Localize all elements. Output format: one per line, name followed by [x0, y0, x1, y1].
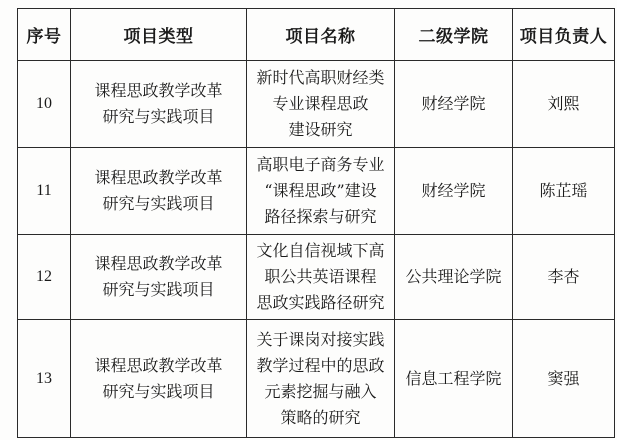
- table-row: [18, 235, 615, 320]
- project-table: [17, 8, 615, 438]
- project-name-cell: 关于课岗对接实践 教学过程中的思政 元素挖掘与融入 策略的研究: [247, 320, 395, 438]
- table-body: [18, 61, 615, 438]
- college-cell: 公共理论学院: [395, 235, 513, 320]
- project-type-cell: 课程思政教学改革 研究与实践项目: [71, 61, 247, 148]
- header-project-name: 项目名称: [247, 9, 395, 61]
- leader-cell: 刘熙: [513, 61, 615, 148]
- project-name-cell: 文化自信视域下高 职公共英语课程 思政实践路径研究: [247, 235, 395, 320]
- header-project-leader: 项目负责人: [513, 9, 615, 61]
- leader-cell: 陈芷瑶: [513, 148, 615, 235]
- project-type-cell: 课程思政教学改革 研究与实践项目: [71, 320, 247, 438]
- serial-number-cell: 10: [18, 61, 71, 148]
- project-name-cell: 高职电子商务专业 “课程思政”建设 路径探索与研究: [247, 148, 395, 235]
- header-row: [18, 9, 615, 61]
- header-project-type: 项目类型: [71, 9, 247, 61]
- table-header: [18, 9, 615, 61]
- college-cell: 信息工程学院: [395, 320, 513, 438]
- header-college: 二级学院: [395, 9, 513, 61]
- project-type-cell: 课程思政教学改革 研究与实践项目: [71, 148, 247, 235]
- header-serial-number: 序号: [18, 9, 71, 61]
- table-row: [18, 61, 615, 148]
- project-type-cell: 课程思政教学改革 研究与实践项目: [71, 235, 247, 320]
- table-row: [18, 320, 615, 438]
- serial-number-cell: 12: [18, 235, 71, 320]
- leader-cell: 窦强: [513, 320, 615, 438]
- college-cell: 财经学院: [395, 61, 513, 148]
- serial-number-cell: 13: [18, 320, 71, 438]
- project-name-cell: 新时代高职财经类 专业课程思政 建设研究: [247, 61, 395, 148]
- table-row: [18, 148, 615, 235]
- serial-number-cell: 11: [18, 148, 71, 235]
- leader-cell: 李杏: [513, 235, 615, 320]
- college-cell: 财经学院: [395, 148, 513, 235]
